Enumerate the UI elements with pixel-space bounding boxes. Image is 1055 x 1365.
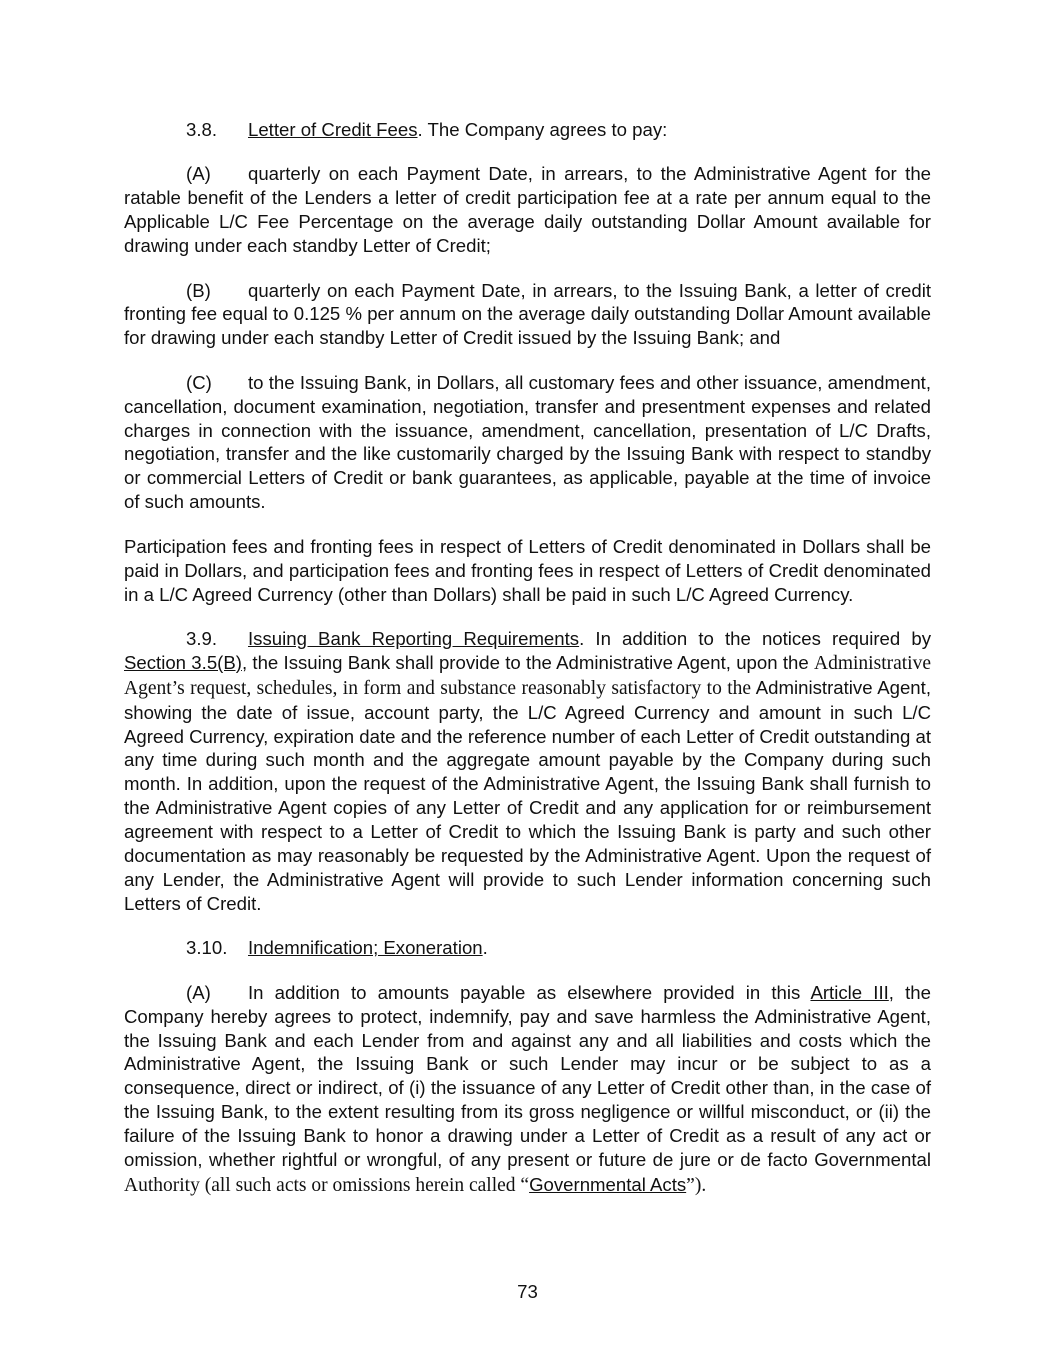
section-text: , the Issuing Bank shall provide to the Administrative Agent, upon the xyxy=(241,651,815,673)
section-3-10-heading xyxy=(124,936,931,960)
article-reference: Article III xyxy=(810,981,889,1003)
section-number: 3.9. xyxy=(186,627,218,649)
clause-text: , the Company hereby agrees to protect, indemnify, pay and save harmless the Administrative Agent, the Issuing Bank and each Lender from and against any and all liabilities and costs which the Administrative Agent, the Issuing Bank or such Lender may incur or be subject to as a consequence, direct or indirect, of (i) the issuance of any Letter of Credit other than, in the case of the Issuing Bank, to the extent resulting from its gross negligence or willful misconduct, or (ii) the failure of the Issuing Bank to honor a drawing under a Letter of Credit as a result of any act or omission, whether rightful or wrongful, of any present or future de jure or de facto Governmental xyxy=(124,981,931,1171)
clause-3-10-a xyxy=(124,981,931,1198)
section-title: Indemnification; Exoneration xyxy=(248,937,483,959)
clause-3-8-b xyxy=(124,279,931,351)
clause-text: In addition to amounts payable as elsewhere provided in this xyxy=(248,981,811,1003)
clause-3-8-c xyxy=(124,371,931,514)
section-3-8-closing: Participation fees and fronting fees in respect of Letters of Credit denominated in Dollars shall be paid in Dollars, and participation fees and fronting fees in respect of Letters of Credit denominated in a L/C Agreed Currency (other than Dollars) shall be paid in such L/C Agreed Currency. xyxy=(124,535,931,605)
document-page xyxy=(124,118,931,1218)
clause-text: quarterly on each Payment Date, in arrears, to the Issuing Bank, a letter of credit fronting fee equal to 0.125 % per annum on the average daily outstanding Dollar Amount available for drawing under each standby Letter of Credit issued by the Issuing Bank; and xyxy=(124,279,931,349)
clause-text: quarterly on each Payment Date, in arrears, to the Administrative Agent for the ratable benefit of the Lenders a letter of credit participation fee at a rate per annum equal to the Applicable L/C Fee Percentage on the average daily outstanding Dollar Amount available for drawing under each standby Letter of Credit; xyxy=(124,163,931,257)
clause-text: to the Issuing Bank, in Dollars, all customary fees and other issuance, amendment, cancellation, document examination, negotiation, transfer and presentment expenses and related charges in connection with the issuance, amendment, cancellation, presentation of L/C Drafts, negotiation, transfer and the like customarily charged by the Issuing Bank with respect to standby or commercial Letters of Credit or bank guarantees, as applicable, payable at the time of invoice of such amounts. xyxy=(124,371,931,513)
section-3-9-paragraph xyxy=(124,627,931,916)
section-text: Administrative Agent, showing the date of issue, account party, the L/C Agreed Currency and amount in such L/C Agreed Currency, expiration date and the reference number of each Letter of Credit outstanding at any time during such month and the aggregate amount payable by the Company during such month. In addition, upon the request of the Administrative Agent, the Issuing Bank shall furnish to the Administrative Agent copies of any Letter of Credit and any application for or reimbursement agreement with respect to a Letter of Credit to which the Issuing Bank is party and such other documentation as may reasonably be requested by the Administrative Agent. Upon the request of any Lender, the Administrative Agent will provide to such Lender information concerning such Letters of Credit. xyxy=(124,676,931,914)
section-number: 3.10. xyxy=(186,937,228,959)
clause-3-8-a xyxy=(124,162,931,258)
section-number: 3.8. xyxy=(186,119,218,140)
clause-text-end: ”). xyxy=(686,1174,707,1196)
section-title: Letter of Credit Fees xyxy=(248,119,418,140)
clause-label: (B) xyxy=(186,279,211,301)
clause-text-serif: Authority (all such acts or omissions herein called “ xyxy=(124,1174,530,1196)
section-intro: . The Company agrees to pay: xyxy=(417,119,668,140)
section-text: . In addition to the notices required by xyxy=(579,627,932,649)
clause-label: (A) xyxy=(186,981,211,1003)
clause-label: (C) xyxy=(186,371,212,393)
section-reference: Section 3.5(B) xyxy=(124,651,242,673)
defined-term: Governmental Acts xyxy=(529,1173,687,1195)
page-number: 73 xyxy=(517,1281,538,1302)
section-title-end: . xyxy=(482,937,488,959)
clause-label: (A) xyxy=(186,163,211,185)
section-text-serif: Administrative Agent’s request, schedules, in form and substance reasonably satisfactory to the xyxy=(124,652,931,699)
section-3-8-heading xyxy=(124,118,931,142)
section-title: Issuing Bank Reporting Requirements xyxy=(248,627,580,649)
